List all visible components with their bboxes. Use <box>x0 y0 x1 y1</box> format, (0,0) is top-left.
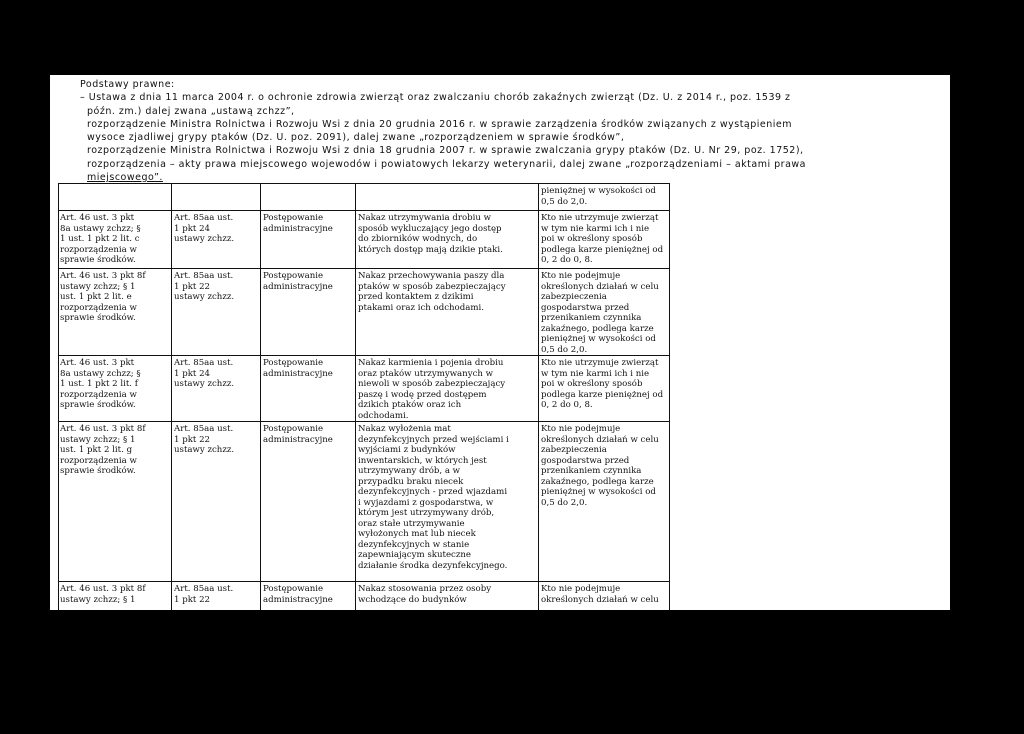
table-cell-order: Nakaz utrzymywania drobiu w sposób wykluczający jego dostęp do zbiorników wodnych, do których dostęp mają dzikie ptaki. <box>358 213 503 255</box>
table-cell-penalty: Kto nie utrzymuje zwierząt w tym nie karmi ich i nie poi w określony sposób podlega karze pieniężnej od 0, 2 do 0, 8. <box>541 213 664 265</box>
legal-basis-line: – Ustawa z dnia 11 marca 2004 r. o ochronie zdrowia zwierząt oraz zwalczaniu chorób zakaźnych zwierząt (Dz. U. z 2014 r., poz. 1539 z <box>80 92 791 104</box>
table-cell-legal-basis: Art. 46 ust. 3 pkt 8f ustawy zchzz; § 1 ust. 1 pkt 2 lit. g rozporządzenia w sprawie środków. <box>60 424 146 476</box>
table-cell-procedure: Postępowanie administracyjne <box>263 271 333 292</box>
table-cell-procedure: Postępowanie administracyjne <box>263 213 333 234</box>
row-divider <box>58 581 670 582</box>
table-cell-legal-basis: Art. 46 ust. 3 pkt 8a ustawy zchzz; § 1 ust. 1 pkt 2 lit. f rozporządzenia w sprawie środków. <box>60 358 141 410</box>
table-cell-penalty-article: Art. 85aa ust. 1 pkt 24 ustawy zchzz. <box>174 213 235 244</box>
row-divider <box>58 355 670 356</box>
table-cell-penalty-article: Art. 85aa ust. 1 pkt 22 ustawy zchzz. <box>174 424 235 455</box>
legal-basis-heading: Podstawy prawne: <box>80 79 175 90</box>
column-divider <box>538 184 539 610</box>
table-cell-legal-basis: Art. 46 ust. 3 pkt 8f ustawy zchzz; § 1 <box>60 584 146 605</box>
table-cell-penalty-article: Art. 85aa ust. 1 pkt 22 ustawy zchzz. <box>174 271 235 302</box>
table-cell-order: Nakaz przechowywania paszy dla ptaków w sposób zabezpieczający przed kontaktem z dzikimi ptakami oraz ich odchodami. <box>358 271 506 313</box>
table-cell-penalty: Kto nie podejmuje określonych działań w celu <box>541 584 659 605</box>
legal-basis-line: późn. zm.) dalej zwana „ustawą zchzz”, <box>87 105 295 117</box>
table-cell-procedure: Postępowanie administracyjne <box>263 358 333 379</box>
table-cell-penalty: Kto nie podejmuje określonych działań w celu zabezpieczenia gospodarstwa przed przenikaniem czynnika zakaźnego, podlega karze pieniężnej w wysokości od 0,5 do 2,0. <box>541 271 659 355</box>
column-divider <box>260 184 261 610</box>
table-cell-legal-basis: Art. 46 ust. 3 pkt 8a ustawy zchzz; § 1 ust. 1 pkt 2 lit. c rozporządzenia w sprawie środków. <box>60 213 141 265</box>
table-cell-procedure: Postępowanie administracyjne <box>263 424 333 445</box>
legal-basis-line: wysoce zjadliwej grypy ptaków (Dz. U. poz. 2091), dalej zwane „rozporządzeniem w sprawie środków”, <box>87 132 625 144</box>
table-cell-order: Nakaz karmienia i pojenia drobiu oraz ptaków utrzymywanych w niewoli w sposób zabezpieczający paszę i wodę przed dostępem dzikich ptaków oraz ich odchodami. <box>358 358 506 421</box>
legal-basis-line: miejscowego”. <box>87 172 163 184</box>
row-divider <box>58 421 670 422</box>
legal-basis-line: rozporządzenie Ministra Rolnictwa i Rozwoju Wsi z dnia 18 grudnia 2007 r. w sprawie zwalczania grypy ptaków (Dz. U. Nr 29, poz. 1752), <box>87 145 804 157</box>
table-cell-penalty-article: Art. 85aa ust. 1 pkt 22 <box>174 584 234 605</box>
sanctions-table <box>58 183 670 610</box>
column-divider <box>669 184 670 610</box>
table-cell-penalty: Kto nie podejmuje określonych działań w celu zabezpieczenia gospodarstwa przed przenikaniem czynnika zakaźnego, podlega karze pieniężnej w wysokości od 0,5 do 2,0. <box>541 424 659 508</box>
column-divider <box>171 184 172 610</box>
column-divider <box>58 184 59 610</box>
table-cell-order: Nakaz wyłożenia mat dezynfekcyjnych przed wejściami i wyjściami z budynków inwentarskich, w których jest utrzymywany drób, a w przypadku braku niecek dezynfekcyjnych - przed wjazdami i wyjazdami z gospodarstwa, w którym jest utrzymywany drób, oraz stałe utrzymywanie wyłożonych mat lub niecek dezynfekcyjnych w stanie zapewniającym skuteczne działanie środka dezynfekcyjnego. <box>358 424 509 571</box>
table-cell-penalty: Kto nie utrzymuje zwierząt w tym nie karmi ich i nie poi w określony sposób podlega karze pieniężnej od 0, 2 do 0, 8. <box>541 358 664 410</box>
document-page <box>50 75 950 610</box>
column-divider <box>355 184 356 610</box>
legal-basis-line: rozporządzenia – akty prawa miejscowego wojewodów i powiatowych lekarzy weterynarii, dalej zwane „rozporządzeniami – aktami prawa <box>87 158 806 170</box>
table-cell-legal-basis: Art. 46 ust. 3 pkt 8f ustawy zchzz; § 1 ust. 1 pkt 2 lit. e rozporządzenia w sprawie środków. <box>60 271 146 323</box>
table-cell-penalty-article: Art. 85aa ust. 1 pkt 24 ustawy zchzz. <box>174 358 235 389</box>
table-cell-procedure: Postępowanie administracyjne <box>263 584 333 605</box>
table-cell-order: Nakaz stosowania przez osoby wchodzące do budynków <box>358 584 492 605</box>
legal-basis-line: rozporządzenie Ministra Rolnictwa i Rozwoju Wsi z dnia 20 grudnia 2016 r. w sprawie zarządzenia środków związanych z wystąpieniem <box>87 118 793 130</box>
legal-basis-section <box>80 78 920 184</box>
row-divider <box>58 210 670 211</box>
continuation-cell: pieniężnej w wysokości od 0,5 do 2,0. <box>541 186 656 207</box>
row-divider <box>58 268 670 269</box>
